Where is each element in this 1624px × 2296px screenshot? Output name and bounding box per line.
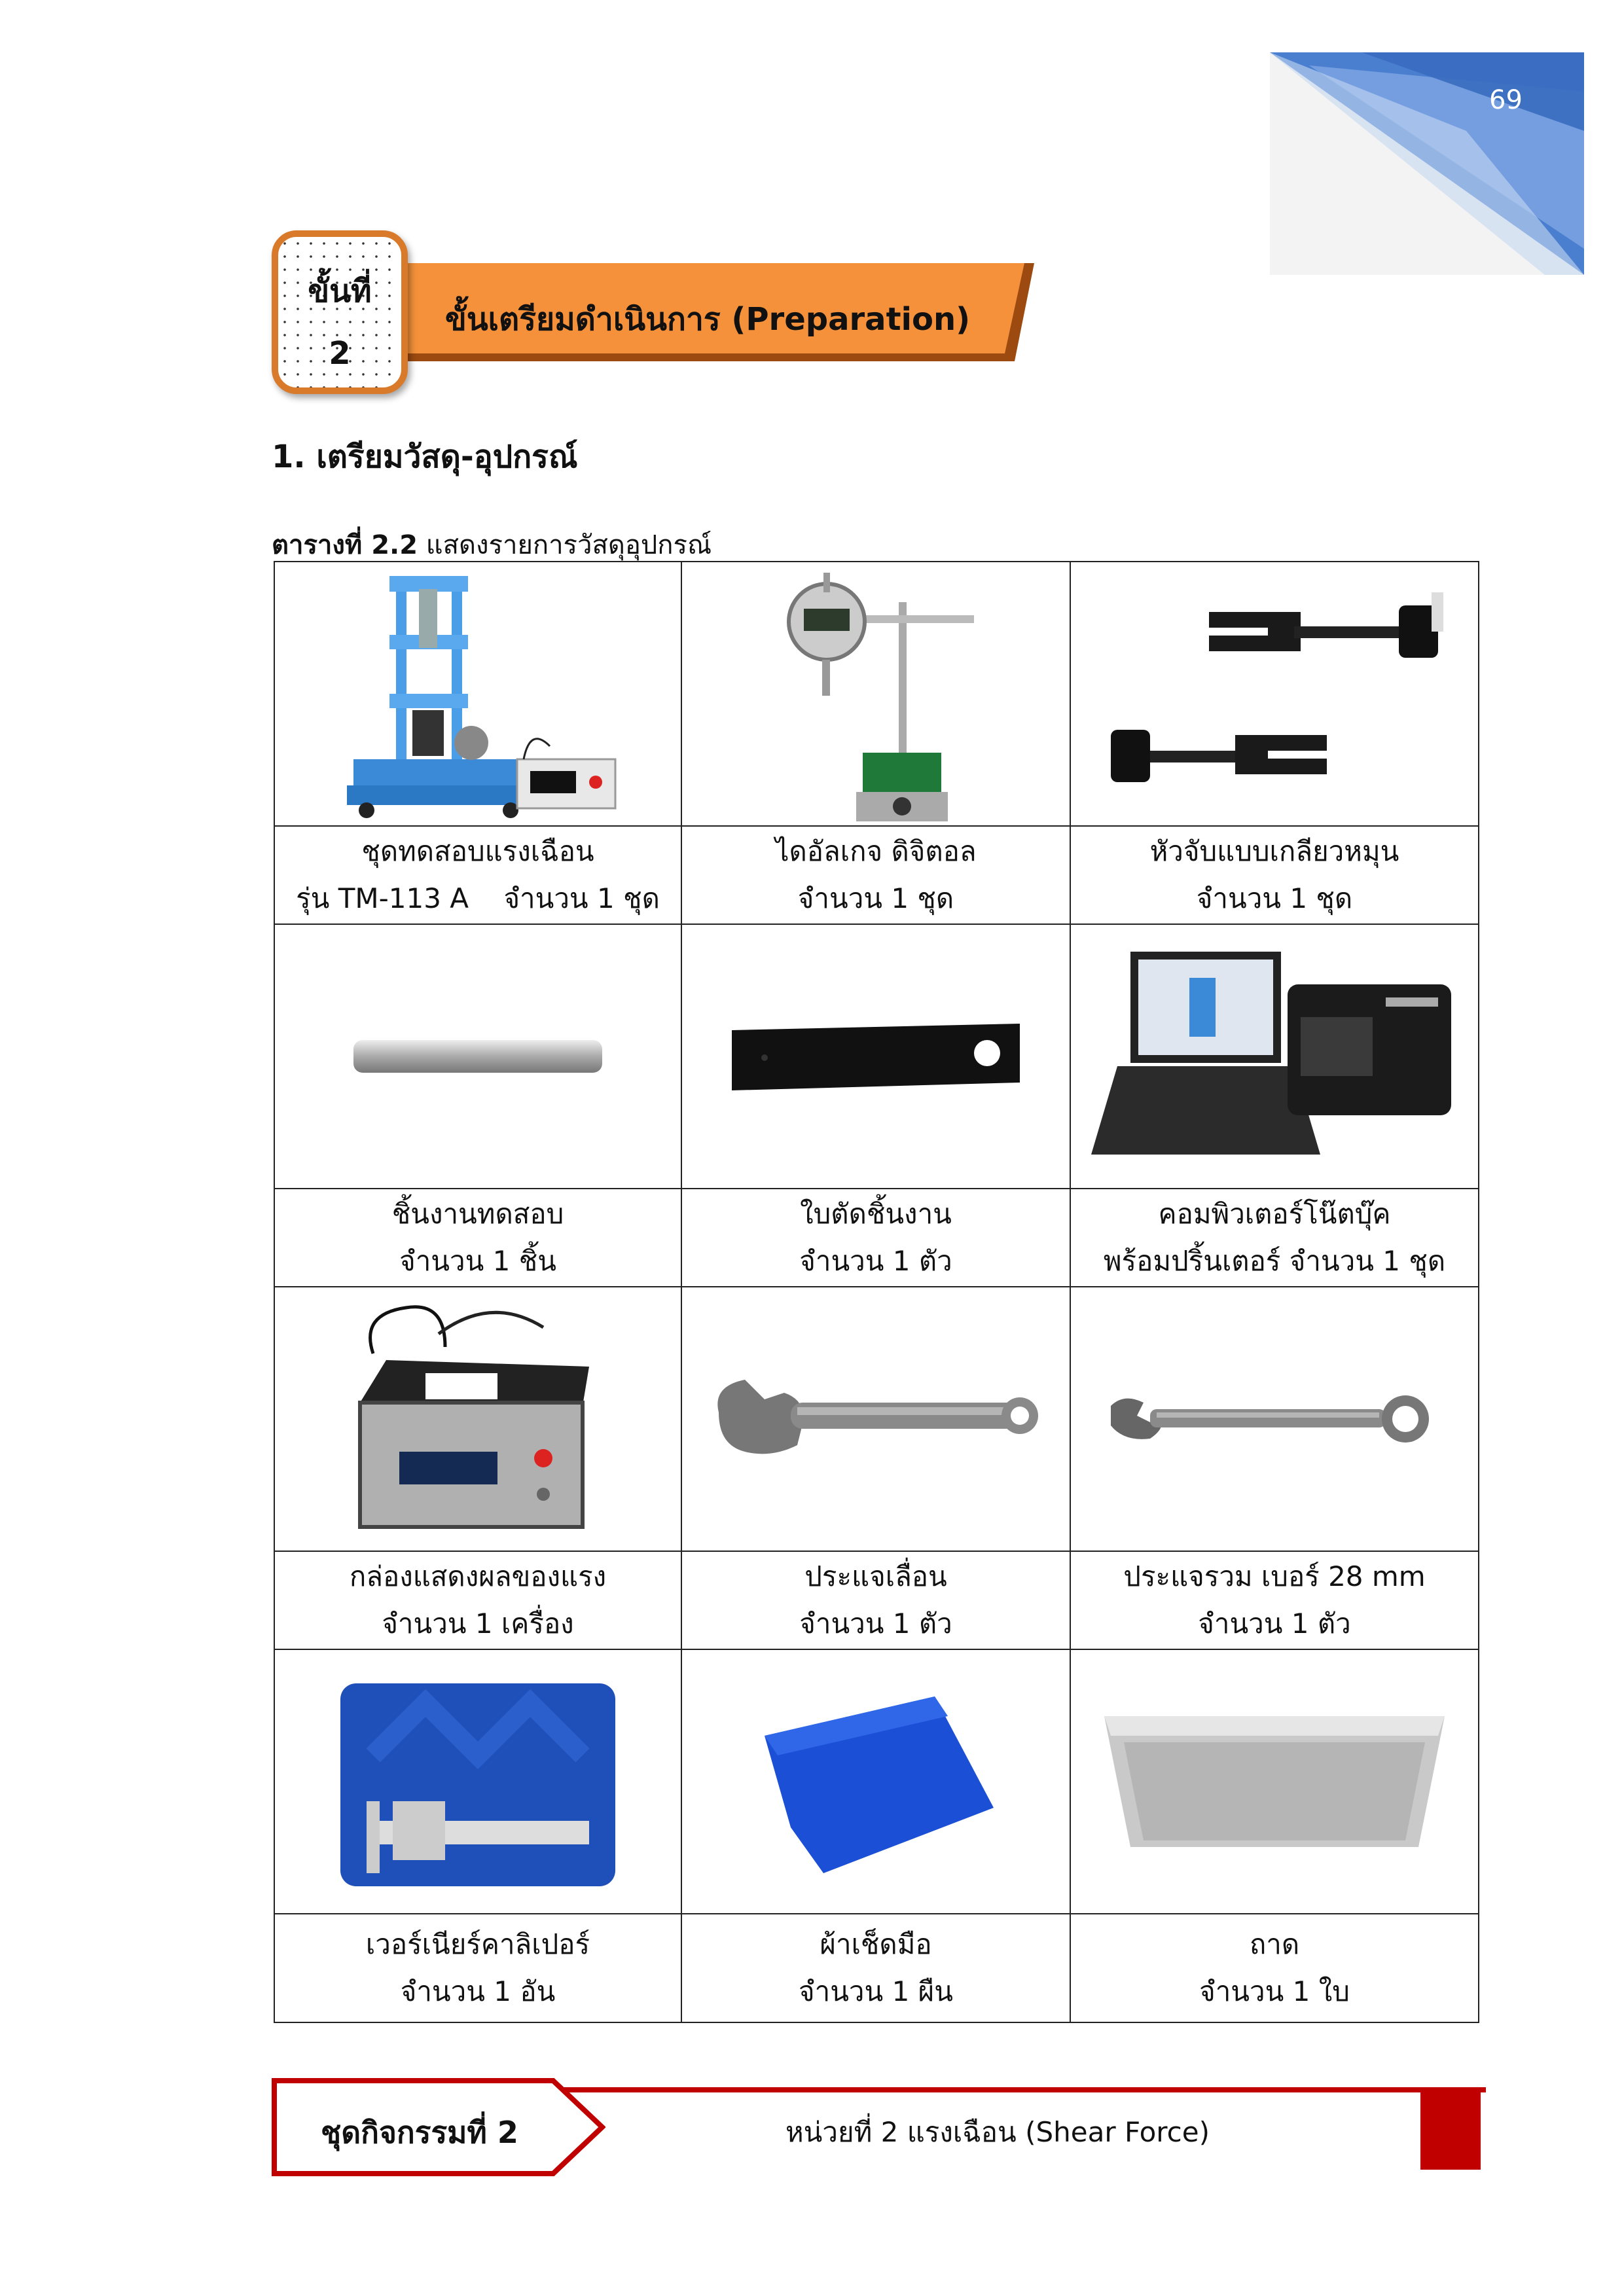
step-badge xyxy=(272,230,408,394)
equipment-name: คอมพิวเตอร์โน๊ตบุ๊ค xyxy=(1158,1198,1391,1230)
equipment-image-cell xyxy=(1070,562,1479,826)
page-number: 69 xyxy=(1489,85,1523,115)
table-caption xyxy=(272,524,712,565)
footer-block xyxy=(1420,2091,1481,2170)
equipment-quantity: จำนวน 1 อัน xyxy=(400,1975,556,2007)
equipment-name: ไดอัลเกจ ดิจิตอล xyxy=(775,835,977,867)
equipment-image-cell xyxy=(681,1287,1070,1551)
equipment-image-cell xyxy=(1070,1287,1479,1551)
equipment-quantity: จำนวน 1 ใบ xyxy=(1199,1975,1350,2007)
section-heading: 1. เตรียมวัสดุ-อุปกรณ์ xyxy=(272,439,578,475)
equipment-quantity: พร้อมปริ้นเตอร์ จำนวน 1 ชุด xyxy=(1103,1245,1446,1277)
equipment-label-cell xyxy=(274,1551,681,1649)
equipment-quantity: จำนวน 1 ตัว xyxy=(799,1607,952,1640)
corner-decoration xyxy=(1270,52,1584,275)
equipment-name: หัวจับแบบเกลียวหมุน xyxy=(1149,835,1399,867)
vernier-caliper-icon xyxy=(327,1670,628,1893)
equipment-quantity: จำนวน 1 ชุด xyxy=(1196,882,1353,914)
equipment-label-cell xyxy=(1070,1551,1479,1649)
equipment-name: กล่องแสดงผลของแรง xyxy=(349,1560,607,1592)
step-title: ขั้นเตรียมดำเนินการ (Preparation) xyxy=(445,301,971,338)
equipment-quantity: จำนวน 1 ตัว xyxy=(1198,1607,1351,1640)
footer-rule xyxy=(563,2087,1486,2092)
equipment-name: ถาด xyxy=(1249,1928,1300,1960)
equipment-image-cell xyxy=(681,924,1070,1189)
equipment-label-cell xyxy=(274,1914,681,2022)
equipment-image-cell xyxy=(681,562,1070,826)
equipment-quantity: จำนวน 1 ชุด xyxy=(797,882,954,914)
equipment-image-cell xyxy=(1070,1649,1479,1914)
equipment-quantity: จำนวน 1 ตัว xyxy=(799,1245,952,1277)
equipment-name: ชุดทดสอบแรงเฉือน xyxy=(361,835,594,867)
equipment-image-cell xyxy=(274,562,681,826)
equipment-name: ใบตัดชิ้นงาน xyxy=(800,1198,952,1230)
equipment-image-cell xyxy=(274,1287,681,1551)
equipment-name: เวอร์เนียร์คาลิเปอร์ xyxy=(365,1928,590,1960)
combination-wrench-icon xyxy=(1104,1386,1445,1452)
step-number: 2 xyxy=(329,335,351,372)
laptop-printer-icon xyxy=(1091,939,1458,1174)
equipment-label-cell xyxy=(274,826,681,924)
footer-unit: หน่วยที่ 2 แรงเฉือน (Shear Force) xyxy=(785,2116,1210,2148)
adjustable-wrench-icon xyxy=(706,1373,1046,1465)
equipment-label-cell xyxy=(1070,826,1479,924)
equipment-label-cell xyxy=(681,1914,1070,2022)
table-caption-text: แสดงรายการวัสดุอุปกรณ์ xyxy=(418,530,712,560)
equipment-quantity: จำนวน 1 เครื่อง xyxy=(382,1607,574,1640)
equipment-label-cell xyxy=(681,1551,1070,1649)
equipment-name: ประแจเลื่อน xyxy=(804,1560,947,1592)
equipment-label-cell xyxy=(681,826,1070,924)
force-display-box-icon xyxy=(347,1295,609,1543)
equipment-quantity: จำนวน 1 ผืน xyxy=(799,1975,953,2007)
cutting-blade-icon xyxy=(725,1017,1026,1096)
equipment-name: ประแจรวม เบอร์ 28 mm xyxy=(1123,1560,1426,1592)
shear-test-machine-icon xyxy=(334,563,622,825)
equipment-label-cell xyxy=(1070,1914,1479,2022)
equipment-label-cell xyxy=(274,1189,681,1287)
threaded-grips-icon xyxy=(1091,586,1458,802)
hand-towel-icon xyxy=(751,1677,1000,1886)
equipment-image-cell xyxy=(274,1649,681,1914)
table-caption-label: ตารางที่ 2.2 xyxy=(272,530,418,560)
equipment-label-cell xyxy=(681,1189,1070,1287)
steel-tray-icon xyxy=(1098,1696,1451,1867)
equipment-image-cell xyxy=(1070,924,1479,1189)
equipment-image-cell xyxy=(274,924,681,1189)
footer-activity: ชุดกิจกรรมที่ 2 xyxy=(321,2115,518,2150)
equipment-name: ผ้าเช็ดมือ xyxy=(820,1928,932,1960)
equipment-table xyxy=(274,561,1479,2023)
digital-dial-gauge-icon xyxy=(765,563,987,825)
equipment-quantity: รุ่น TM-113 A จำนวน 1 ชุด xyxy=(296,882,660,914)
equipment-label-cell xyxy=(1070,1189,1479,1287)
test-specimen-rod-icon xyxy=(347,1030,609,1083)
equipment-image-cell xyxy=(681,1649,1070,1914)
step-word: ขั้นที่ xyxy=(308,273,372,310)
equipment-quantity: จำนวน 1 ชิ้น xyxy=(399,1245,556,1277)
equipment-name: ชิ้นงานทดสอบ xyxy=(391,1198,564,1230)
